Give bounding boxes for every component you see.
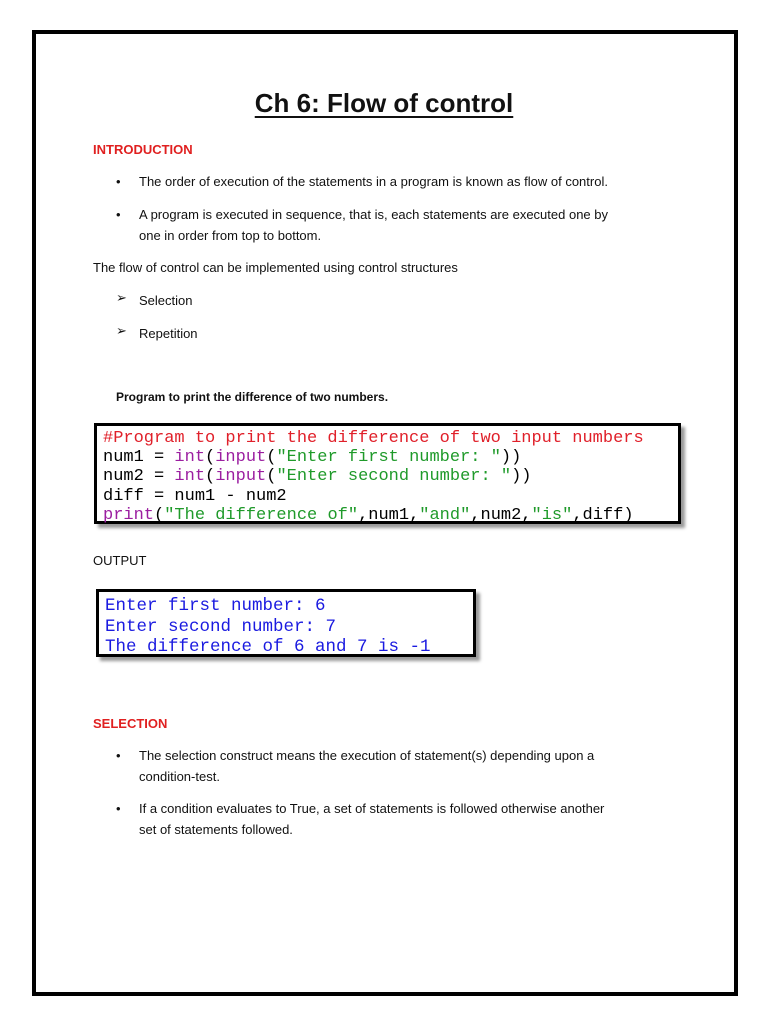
code-line [103, 487, 678, 506]
code-line [103, 467, 678, 486]
code-text: num1 = [103, 448, 175, 468]
code-block [94, 423, 681, 524]
code-text: num2 = [103, 467, 175, 487]
selection-bullet-2-line-2: set of statements followed. [139, 822, 293, 837]
output-line: Enter second number: 7 [105, 616, 337, 637]
code-text: diff = num1 - num2 [103, 486, 287, 506]
code-text: ,num1, [358, 505, 420, 525]
intro-bullet-1: The order of execution of the statements in a program is known as flow of control. [139, 174, 608, 189]
output-block [96, 589, 476, 657]
code-builtin: int [174, 467, 206, 487]
code-line [103, 429, 678, 448]
bullet-icon: • [116, 174, 121, 189]
code-string: "Enter second number: " [276, 467, 512, 487]
code-string: "and" [419, 505, 471, 525]
selection-bullet-2-line-1: If a condition evaluates to True, a set of statements is followed otherwise another [139, 801, 605, 816]
code-text: )) [500, 448, 522, 468]
bullet-icon: • [116, 801, 121, 816]
code-line [103, 448, 678, 467]
code-string: "Enter first number: " [276, 448, 501, 468]
code-text: )) [511, 467, 532, 487]
code-builtin: input [215, 448, 267, 468]
intro-bullet-2-line-1: A program is executed in sequence, that is, each statements are executed one by [139, 207, 609, 222]
program-caption: Program to print the difference of two numbers. [116, 390, 389, 404]
page-border-bottom-line [32, 992, 738, 993]
code-comment: #Program to print the difference of two input numbers [103, 429, 644, 448]
code-string: "The difference of" [164, 505, 359, 525]
page-title: Ch 6: Flow of control [254, 88, 514, 118]
selection-bullet-1-line-2: condition-test. [139, 769, 220, 784]
output-heading: OUTPUT [93, 553, 147, 568]
code-text: ( [205, 448, 216, 468]
code-builtin: int [174, 448, 206, 468]
code-builtin: input [215, 467, 267, 487]
code-text: ,num2, [470, 505, 532, 525]
output-line: Enter first number: 6 [105, 596, 326, 616]
intro-paragraph: The flow of control can be implemented using control structures [93, 260, 458, 275]
structure-selection: Selection [139, 293, 193, 308]
intro-heading: INTRODUCTION [93, 142, 193, 157]
bullet-icon: • [116, 207, 121, 222]
code-text: ( [205, 467, 216, 487]
code-string: "is" [531, 505, 573, 525]
code-line [103, 506, 678, 525]
bullet-icon: • [116, 748, 121, 763]
intro-bullet-2-line-2: one in order from top to bottom. [139, 228, 322, 243]
structure-repetition: Repetition [139, 326, 198, 341]
selection-heading: SELECTION [93, 716, 168, 731]
code-text: ( [154, 505, 165, 525]
code-text: ,diff) [572, 505, 634, 525]
selection-bullet-1-line-1: The selection construct means the execution of statement(s) depending upon a [139, 748, 595, 763]
code-text: ( [266, 467, 277, 487]
output-line: The difference of 6 and 7 is -1 [105, 637, 431, 657]
arrow-bullet-icon: ➢ [116, 323, 127, 338]
arrow-bullet-icon: ➢ [116, 290, 127, 305]
code-builtin: print [103, 505, 155, 525]
code-text: ( [266, 448, 277, 468]
